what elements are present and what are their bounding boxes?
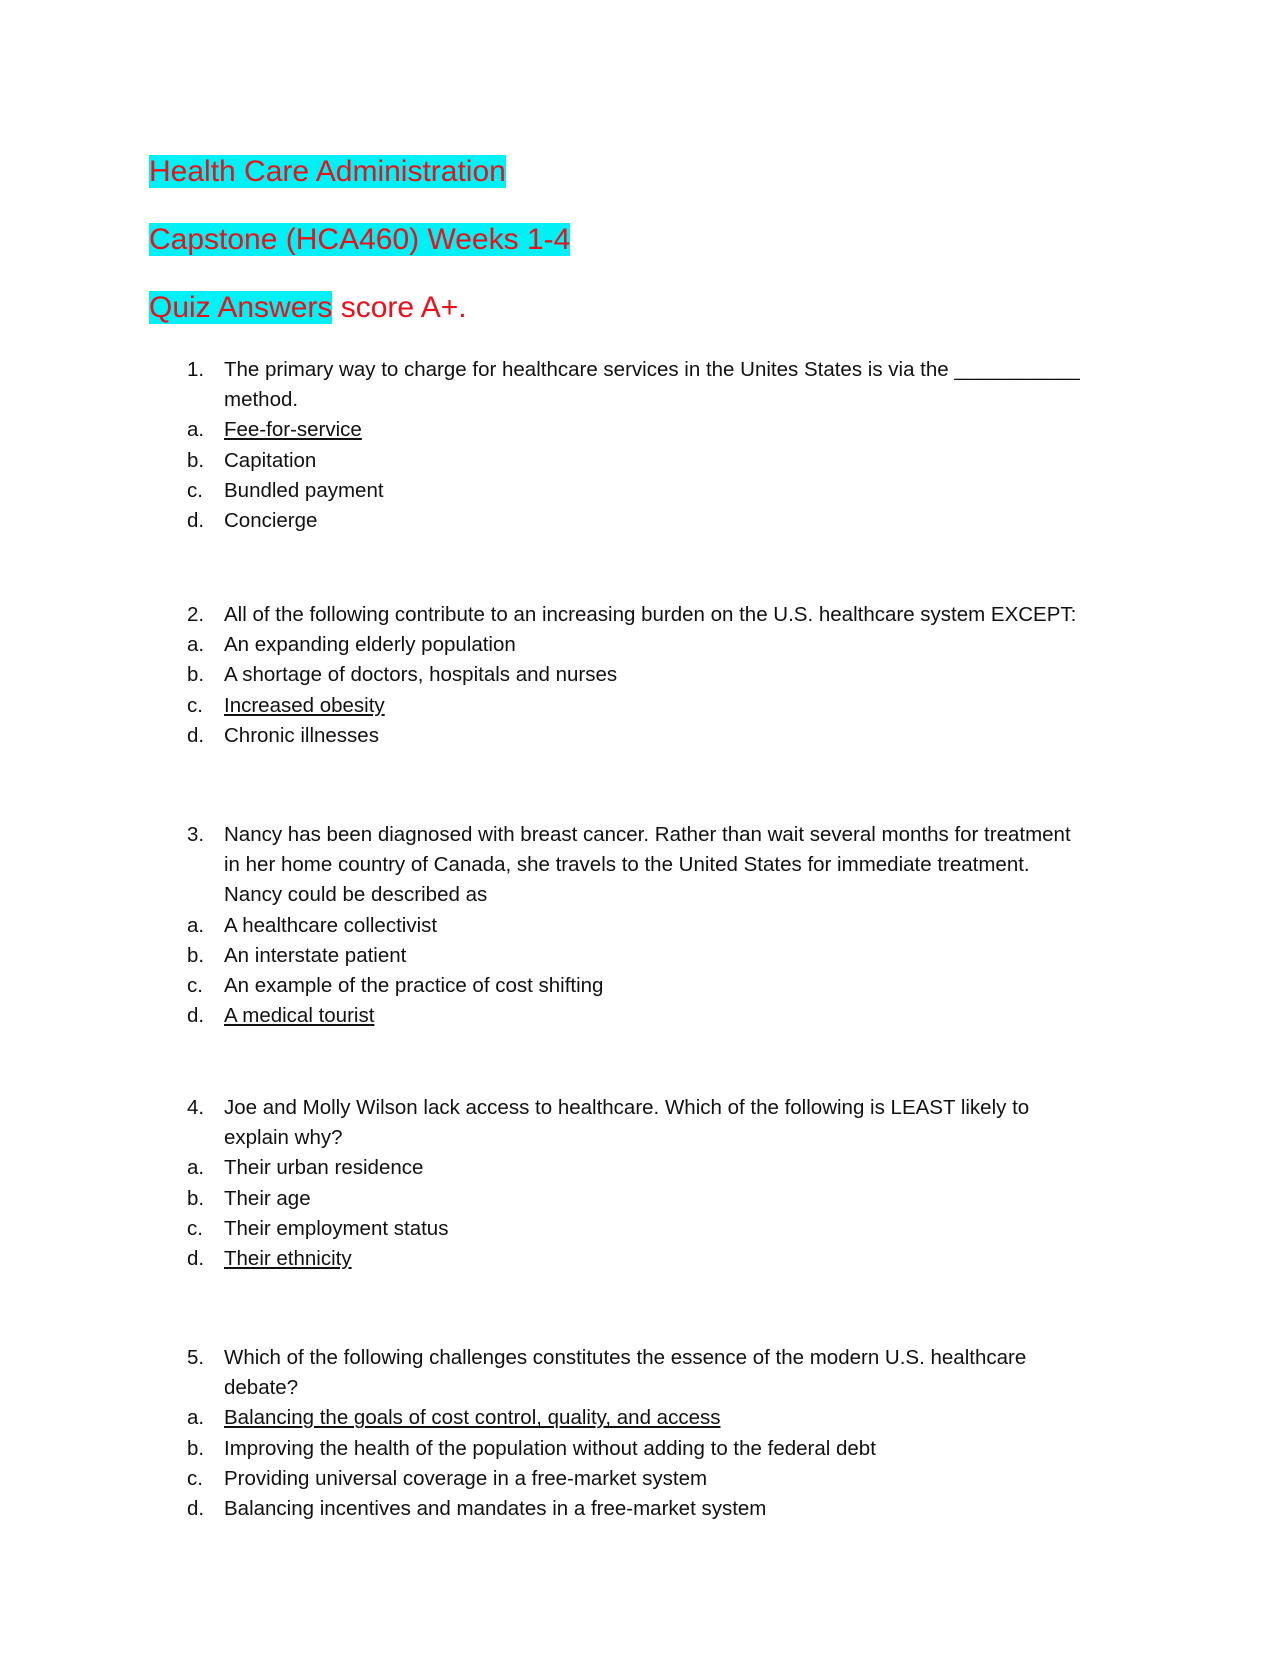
title-line-3 <box>149 288 467 328</box>
option-text: Their employment status <box>224 1216 449 1240</box>
title-highlight-1: Health Care Administration <box>149 155 506 188</box>
question-number: 4. <box>187 1096 205 1119</box>
question-text: The primary way to charge for healthcare services in the Unites States is via the ___________ <box>224 358 1080 381</box>
option-text: Their age <box>224 1186 311 1210</box>
option-text: Concierge <box>224 509 318 532</box>
option-text: An expanding elderly population <box>224 633 516 657</box>
question-number: 2. <box>187 603 205 626</box>
question-number: 1. <box>187 358 205 381</box>
option-text: Balancing incentives and mandates in a free-market system <box>224 1497 767 1520</box>
question-text: Joe and Molly Wilson lack access to healthcare. Which of the following is LEAST likely to <box>224 1096 1030 1119</box>
correct-answer-text: Their ethnicity <box>224 1247 352 1270</box>
option-letter: d. <box>187 1247 205 1270</box>
question-number: 5. <box>187 1346 205 1369</box>
option-letter: b. <box>187 1186 205 1210</box>
option-letter: d. <box>187 509 205 532</box>
option-letter: a. <box>187 633 205 657</box>
question-text: in her home country of Canada, she travels to the United States for immediate treatment. <box>224 853 1030 877</box>
option-text: An example of the practice of cost shifting <box>224 974 604 997</box>
option-letter: a. <box>187 418 205 442</box>
option-letter: b. <box>187 448 205 472</box>
correct-answer-text: Increased obesity <box>224 693 385 717</box>
option-text: Their urban residence <box>224 1156 424 1180</box>
option-letter: b. <box>187 1436 205 1460</box>
option-letter: d. <box>187 1004 205 1028</box>
option-letter: d. <box>187 1497 205 1520</box>
option-letter: a. <box>187 1406 205 1430</box>
question-text: explain why? <box>224 1126 343 1150</box>
correct-answer-text: Fee-for-service <box>224 418 362 442</box>
option-letter: c. <box>187 1466 203 1490</box>
question-number: 3. <box>187 823 205 846</box>
title-highlight-3: Quiz Answers <box>149 291 333 324</box>
option-text: A healthcare collectivist <box>224 913 438 937</box>
question-text: debate? <box>224 1376 299 1400</box>
option-text: A shortage of doctors, hospitals and nurses <box>224 663 618 687</box>
question-text: Which of the following challenges constitutes the essence of the modern U.S. healthcare <box>224 1346 1027 1369</box>
correct-answer-text: A medical tourist <box>224 1004 375 1028</box>
option-letter: c. <box>187 974 203 997</box>
option-letter: b. <box>187 943 205 967</box>
option-text: Chronic illnesses <box>224 723 379 747</box>
option-letter: c. <box>187 478 203 502</box>
question-text: All of the following contribute to an increasing burden on the U.S. healthcare system EXCEPT: <box>224 603 1077 626</box>
option-letter: c. <box>187 693 203 717</box>
question-text: method. <box>224 388 299 412</box>
option-letter: c. <box>187 1216 203 1240</box>
question-text: Nancy has been diagnosed with breast cancer. Rather than wait several months for treatment <box>224 823 1071 846</box>
title-line-2 <box>149 220 570 260</box>
title-line-1 <box>149 152 506 192</box>
option-text: Improving the health of the population without adding to the federal debt <box>224 1436 876 1460</box>
title-score: score A+. <box>332 291 467 324</box>
option-text: An interstate patient <box>224 943 407 967</box>
option-letter: a. <box>187 913 205 937</box>
question-text: Nancy could be described as <box>224 883 488 907</box>
option-letter: d. <box>187 723 205 747</box>
option-letter: a. <box>187 1156 205 1180</box>
option-letter: b. <box>187 663 205 687</box>
option-text: Bundled payment <box>224 478 384 502</box>
title-highlight-2: Capstone (HCA460) Weeks 1-4 <box>149 223 571 256</box>
option-text: Capitation <box>224 448 317 472</box>
correct-answer-text: Balancing the goals of cost control, quality, and access <box>224 1406 721 1430</box>
option-text: Providing universal coverage in a free-market system <box>224 1466 708 1490</box>
